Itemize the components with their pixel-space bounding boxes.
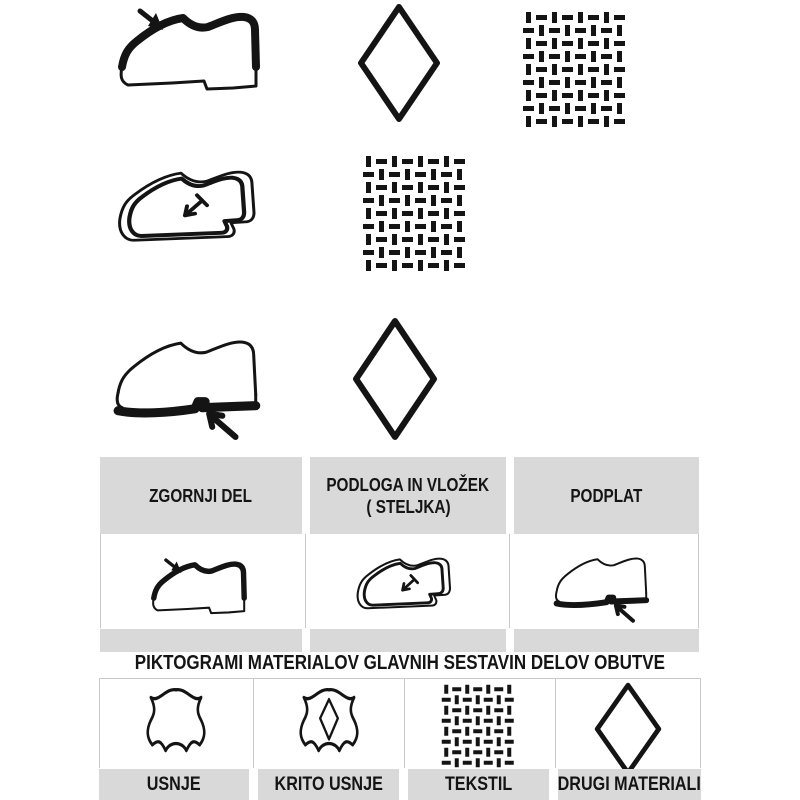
grid-line bbox=[99, 678, 701, 679]
grid-line bbox=[700, 678, 701, 768]
parts-header-sole-label: PODPLAT bbox=[570, 485, 643, 506]
diamond-icon bbox=[594, 682, 662, 776]
parts-footer-cell bbox=[310, 629, 506, 652]
parts-header-lining bbox=[310, 457, 506, 534]
shoe-upper-icon bbox=[112, 5, 272, 105]
leather-hide-icon bbox=[142, 686, 210, 762]
section-title: PIKTOGRAMI MATERIALOV GLAVNIH SESTAVIN DELOV OBUTVE bbox=[134, 652, 666, 674]
grid-line bbox=[509, 534, 510, 628]
material-label-leather: USNJE bbox=[99, 769, 249, 800]
parts-header-sole bbox=[514, 457, 699, 534]
grid-line bbox=[698, 534, 699, 628]
material-label-coated-leather: KRITO USNJE bbox=[258, 769, 399, 800]
shoe-lining-icon bbox=[351, 552, 461, 619]
parts-footer-cell bbox=[514, 629, 699, 652]
shoe-upper-icon bbox=[147, 556, 255, 624]
grid-line bbox=[305, 534, 306, 628]
material-label-other-materials: DRUGI MATERIALI bbox=[558, 769, 701, 800]
coated-leather-icon bbox=[295, 686, 363, 762]
grid-line bbox=[404, 678, 405, 768]
grid-line bbox=[100, 534, 101, 628]
diamond-icon bbox=[352, 317, 438, 441]
material-label-textile: TEKSTIL bbox=[408, 769, 549, 800]
parts-footer-cell bbox=[100, 629, 302, 652]
textile-icon bbox=[362, 155, 466, 272]
grid-line bbox=[99, 678, 100, 768]
grid-line bbox=[253, 678, 254, 768]
parts-header-upper bbox=[100, 457, 302, 534]
grid-line bbox=[555, 678, 556, 768]
shoe-sole-icon bbox=[108, 326, 280, 442]
shoe-sole-icon bbox=[550, 548, 662, 624]
parts-header-lining-label-line1: PODLOGA IN VLOŽEK bbox=[326, 474, 490, 495]
parts-header-upper-label: ZGORNJI DEL bbox=[149, 485, 253, 506]
textile-icon bbox=[522, 11, 626, 128]
shoe-lining-icon bbox=[110, 163, 270, 255]
diamond-icon bbox=[357, 3, 441, 123]
parts-header-lining-label-line2: ( STELJKA) bbox=[365, 496, 451, 517]
textile-icon bbox=[441, 684, 515, 768]
